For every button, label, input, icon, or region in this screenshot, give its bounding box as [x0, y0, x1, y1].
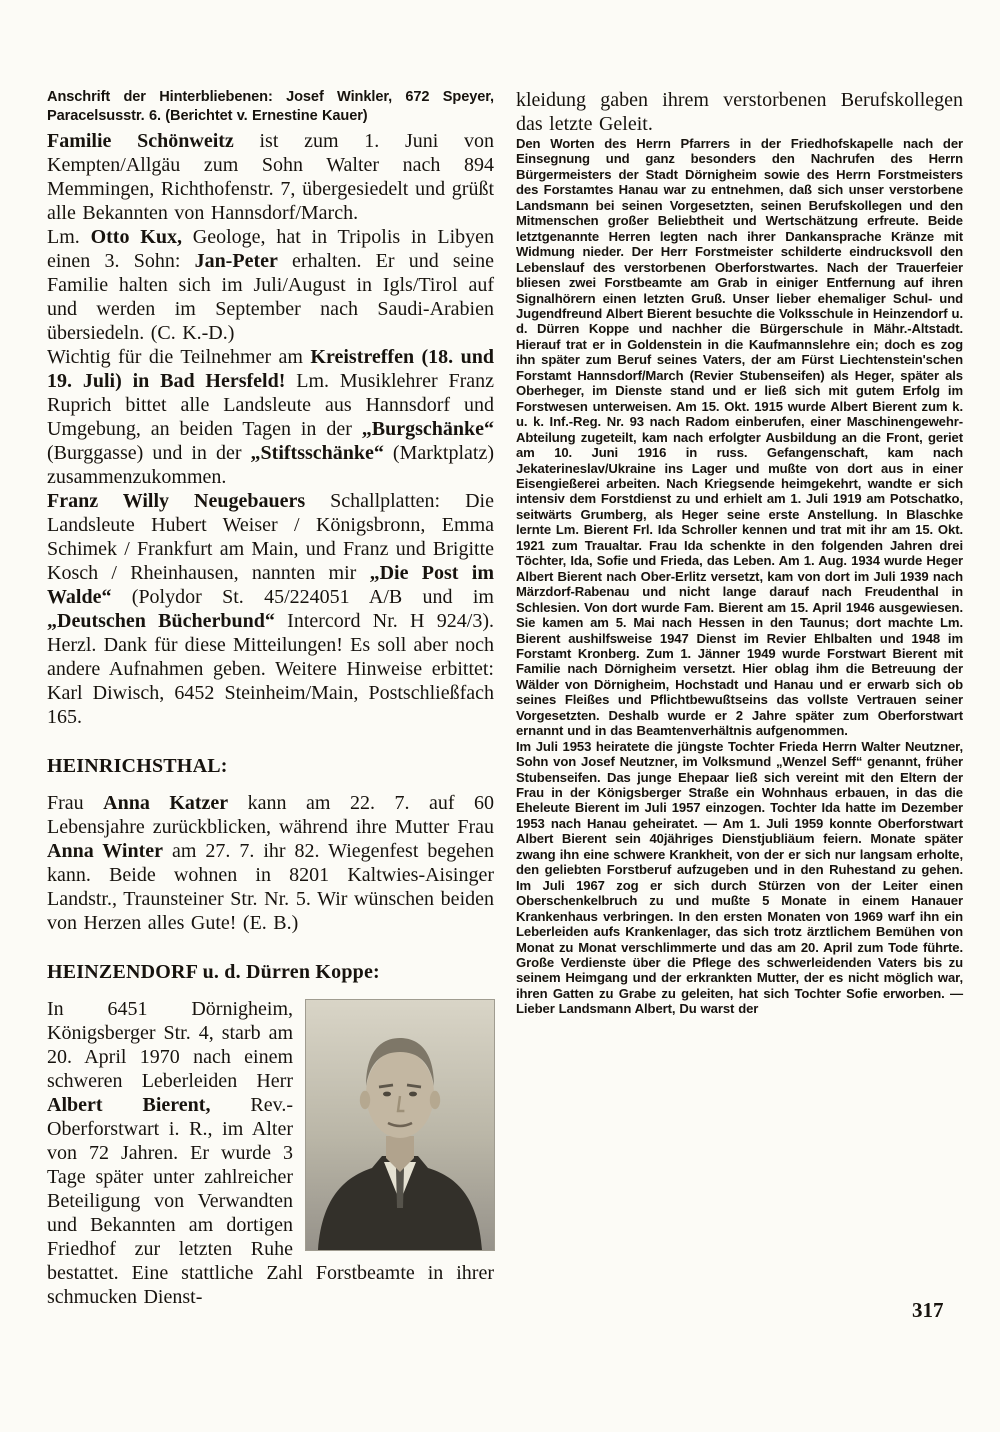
paragraph: Den Worten des Herrn Pfarrers in der Friedhofskapelle nach der Einsegnung und ganz besonders den Nachrufen des Herrn Bürgermeisters der Stadt Dörnigheim sowie des Herrn Forstmeisters des Forstamtes Hanau war zu entnehmen, daß sich unser verstorbene Landsmann bei seinen Vorgesetzten, seinen Berufskollegen und den Mitmenschen großer Beliebtheit und Wertschätzung erfreute. Beide letztgenannte Herren legten nach ihrer Dankansprache Kränze mit Widmung nieder. Der Herr Forstmeister schilderte eindrucksvoll den Lebenslauf des verstorbenen Oberforstwartes. Nach der Trauerfeier bliesen zwei Forstbeamte am Grab in einiger Entfernung auf ihren Signalhörern einen letzten Gruß. Unser lieber ehemaliger Schul- und Jugendfreund Albert Bierent besuchte die Volksschule in Heinzendorf u. d. Dürren Koppe und nachher die Bürgerschule in Mähr.-Altstadt. Hierauf trat er in Goldenstein in die Kaufmannslehre ein; doch es zog ihn später zum Beruf seines Vaters, der am Fürst Liechtenstein'schen Forstamt Hannsdorf/March (Revier Stubenseifen) als Heger, später als Oberheger, im Dienste stand und er ließ sich mit gutem Erfolg im Forstwesen unterweisen. Am 15. Okt. 1915 wurde Albert Bierent zum k. u. k. Inf.-Reg. Nr. 93 nach Radom einberufen, einer Maschinengewehr-Abteilung zugeteilt, kam nach erfolgter Ausbildung an die Front, geriet am 10. Juni 1916 in russ. Gefangenschaft, kam nach Jekaterineslav/Ukraine ins Lager und mußte von dort aus in einer Eisengießerei arbeiten. Nach Kriegsende heimgekehrt, wandte er sich intensiv dem Forstdienst zu und erhielt am 1. Juli 1919 am Potschatko, seitwärts Grumberg, als Heger seine erste Anstellung. In Blaschke lernte Lm. Bierent Frl. Ida Schroller kennen und trat mit ihr am 15. Okt. 1921 zum Traualtar. Frau Ida schenkte in den folgenden Jahren drei Töchter, Ida, Sofie und Frieda, das Leben. Am 1. Aug. 1934 wurde Heger Albert Bierent nach Ober-Erlitz versetzt, kam von dort im Juli 1939 nach Märzdorf-Rabenau und nicht lange darauf nach Freudenthal in Schlesien. Von dort wurde Fam. Bierent am 15. April 1946 ausgewiesen. Sie kamen am 5. Mai nach Hessen in den Taunus; dort machte Lm. Bierent aushilfsweise 1947 Dienst im Revier Ehlbalten und 1948 im Forstamt Kronberg. Zum 1. Jänner 1949 wurde Forstwart Bierent mit Familie nach Dörnigheim versetzt. Hier oblag ihm die Betreuung der Wälder von Dörnigheim, Hochstadt und Hanau und er erwarb sich ob seines Fleißes und Pflichtbewußtseins das vollste Vertrauen seiner Vorgesetzten. Deshalb wurde er 2 Jahre später zum Oberforstwart ernannt und in das Beamtenverhältnis aufgenommen. — [516, 136, 963, 739]
two-column-layout — [47, 88, 1000, 1309]
paragraph: Anschrift der Hinterbliebenen: Josef Winkler, 672 Speyer, Paracelsusstr. 6. (Berichtet v. Ernestine Kauer) — [47, 89, 494, 124]
paragraph: Franz Willy Neugebauers Schallplatten: Die Landsleute Hubert Weiser / Königsbronn, Emma Schimek / Frankfurt am Main, und Franz und Brigitte Kosch / Rheinhausen, nannten mir „Die Post im Walde“ (Polydor St. 45/224051 A/B und im „Deutschen Bücherbund“ Intercord Nr. H 924/3). Herzl. Dank für diese Mitteilungen! Es soll aber noch andere Aufnahmen geben. Weitere Hinweise erbittet: Karl Diwisch, 6452 Steinheim/Main, Postschließfach 165. — [47, 490, 494, 728]
obituary-photo — [306, 1000, 494, 1250]
right-column — [516, 88, 963, 1309]
page-number: 317 — [912, 1298, 944, 1322]
paragraph: In 6451 Dörnigheim, Königsberger Str. 4, starb am 20. April 1970 nach einem schweren Leberleiden Herr Albert Bierent, Rev.-Oberforstwart i. R., im Alter von 72 Jahren. Er wurde 3 Tage später unter zahlreicher Beteiligung von Verwandten und Bekannten am dortigen Friedhof zur letzten Ruhe bestattet. Eine stattliche Zahl Forstbeamte in ihrer schmucken Dienst- — [47, 998, 494, 1308]
paragraph: Frau Anna Katzer kann am 22. 7. auf 60 Lebensjahre zurückblicken, während ihre Mutter Frau Anna Winter am 27. 7. ihr 82. Wiegenfest begehen kann. Beide wohnen in 8201 Kaltwies-Aisinger Landstr., Traunsteiner Str. Nr. 5. Wir wünschen beiden von Herzen alles Gute! (E. B.) — [47, 792, 494, 934]
portrait-photo-graphic — [306, 1000, 494, 1250]
paragraph: Im Juli 1953 heiratete die jüngste Tochter Frieda Herrn Walter Neutzner, Sohn von Josef Neutzner, im Volksmund „Wenzel Seff“ genannt, früher Stubenseifen. Das junge Ehepaar ließ sich vereint mit den Eltern der Frau in der Königsberger Straße ein Wohnhaus erbauen, in das die Eheleute Bierent im Juli 1957 einzogen. Tochter Ida hatte im Dezember 1953 nach Hanau geheiratet. — Am 1. Juli 1959 konnte Oberforstwart Albert Bierent sein 40jähriges Dienstjubliäum feiern. Monate später zwang ihn eine schwere Krankheit, von der er sich nur langsam erholte, den geliebten Forstberuf aufzugeben und in den Ruhestand zu gehen. Im Juli 1967 zog er sich durch Stürzen von der Leiter einen Oberschenkelbruch zu und mußte 5 Monate in einem Hanauer Krankenhaus verbringen. In den ersten Monaten von 1969 warf ihn ein Leberleiden aufs Krankenlager, das sich trotz ärztlichem Bemühen von Monat zu Monat verschlimmerte und das am 20. April zum Tode führte. Große Verdienste über die Pflege des schwerleidenden Vaters bis zu seinem Heimgang und der erkrankten Mutter, der es nicht möglich war, ihren Gatten zu Grabe zu geleiten, hat sich Tochter Sofie erworben. — Lieber Landsmann Albert, Du warst der — [516, 738, 963, 1017]
paragraph: Wichtig für die Teilnehmer am Kreistreffen (18. und 19. Juli) in Bad Hersfeld! Lm. Musiklehrer Franz Ruprich bittet alle Landsleute aus Hannsdorf und Umgebung, an beiden Tagen in der „Burgschänke“ (Burggasse) und in der „Stiftsschänke“ (Marktplatz) zusammenzukommen. — [47, 346, 494, 488]
paragraph: Lm. Otto Kux, Geologe, hat in Tripolis in Libyen einen 3. Sohn: Jan-Peter erhalten. Er und seine Familie halten sich im Juli/August in Igls/Tirol auf und werden im September nach Saudi-Arabien übersiedeln. (C. K.-D.) — [47, 226, 494, 344]
section-heading: HEINRICHSTHAL: — [47, 755, 228, 777]
paragraph: kleidung gaben ihrem verstorbenen Berufskollegen das letzte Geleit. — [516, 89, 963, 135]
section-heading: HEINZENDORF u. d. Dürren Koppe: — [47, 961, 380, 983]
paragraph: Familie Schönweitz ist zum 1. Juni von Kempten/Allgäu zum Sohn Walter nach 894 Memmingen, Richthofenstr. 7, übergesiedelt und grüßt alle Bekannten von Hannsdorf/March. — [47, 130, 494, 224]
left-column — [47, 88, 494, 1309]
